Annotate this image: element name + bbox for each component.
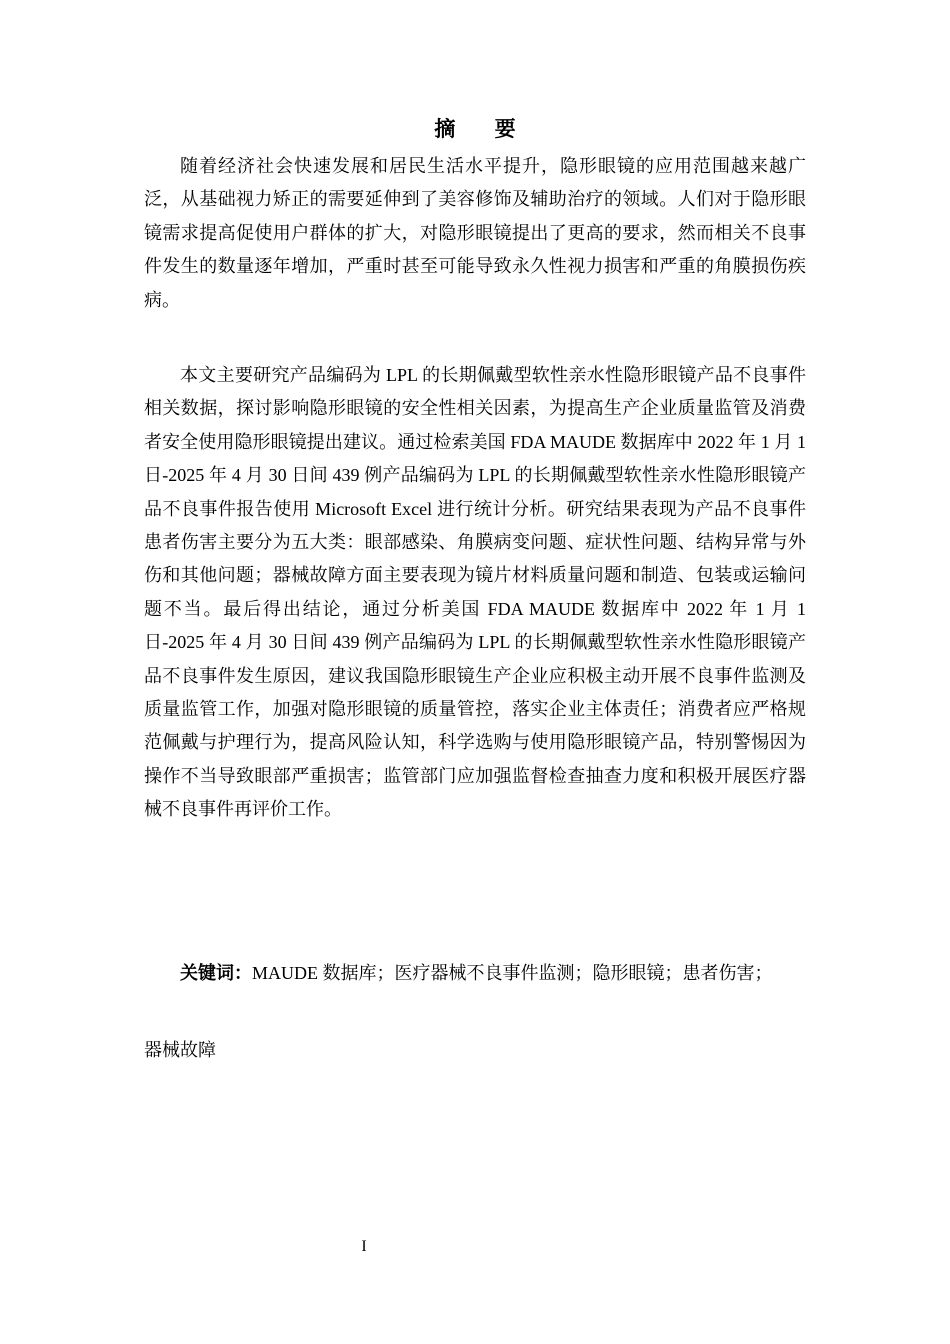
keywords-section [144,954,806,1069]
keywords-text-1: MAUDE 数据库；医疗器械不良事件监测；隐形眼镜；患者伤害； [252,963,773,983]
keywords-line-1 [144,954,806,993]
keywords-label: 关键词： [180,963,252,984]
page-number: I [361,1238,367,1255]
abstract-title: 摘 要 [434,117,532,141]
abstract-paragraph-1: 随着经济社会快速发展和居民生活水平提升，隐形眼镜的应用范围越来越广泛，从基础视力矫正的需要延伸到了美容修饰及辅助治疗的领域。人们对于隐形眼镜需求提高促使用户群体的扩大，对隐形眼镜提出了更高的要求，然而相关不良事件发生的数量逐年增加，严重时甚至可能导致永久性视力损害和严重的角膜损伤疾病。 [144,156,806,310]
keywords-line-2: 器械故障 [144,1040,216,1060]
abstract-paragraph-2: 本文主要研究产品编码为 LPL 的长期佩戴型软性亲水性隐形眼镜产品不良事件相关数据，探讨影响隐形眼镜的安全性相关因素，为提高生产企业质量监管及消费者安全使用隐形眼镜提出建议。通过检索美国 FDA MAUDE 数据库中 2022 年 1 月 1 日-2025 年 4 月 30 日间 439 例产品编码为 LPL 的长期佩戴型软性亲水性隐形眼镜产品不良事件报告使用 Microsoft Excel 进行统计分析。研究结果表现为产品不良事件患者伤害主要分为五大类：眼部感染、角膜病变问题、症状性问题、结构异常与外伤和其他问题；器械故障方面主要表现为镜片材料质量问题和制造、包装或运输问题不当。最后得出结论，通过分析美国 FDA MAUDE 数据库中 2022 年 1 月 1 日-2025 年 4 月 30 日间 439 例产品编码为 LPL 的长期佩戴型软性亲水性隐形眼镜产品不良事件发生原因，建议我国隐形眼镜生产企业应积极主动开展不良事件监测及质量监管工作，加强对隐形眼镜的质量管控，落实企业主体责任；消费者应严格规范佩戴与护理行为，提高风险认知，科学选购与使用隐形眼镜产品，特别警惕因为操作不当导致眼部严重损害；监管部门应加强监督检查抽查力度和积极开展医疗器械不良事件再评价工作。 [144,365,806,820]
